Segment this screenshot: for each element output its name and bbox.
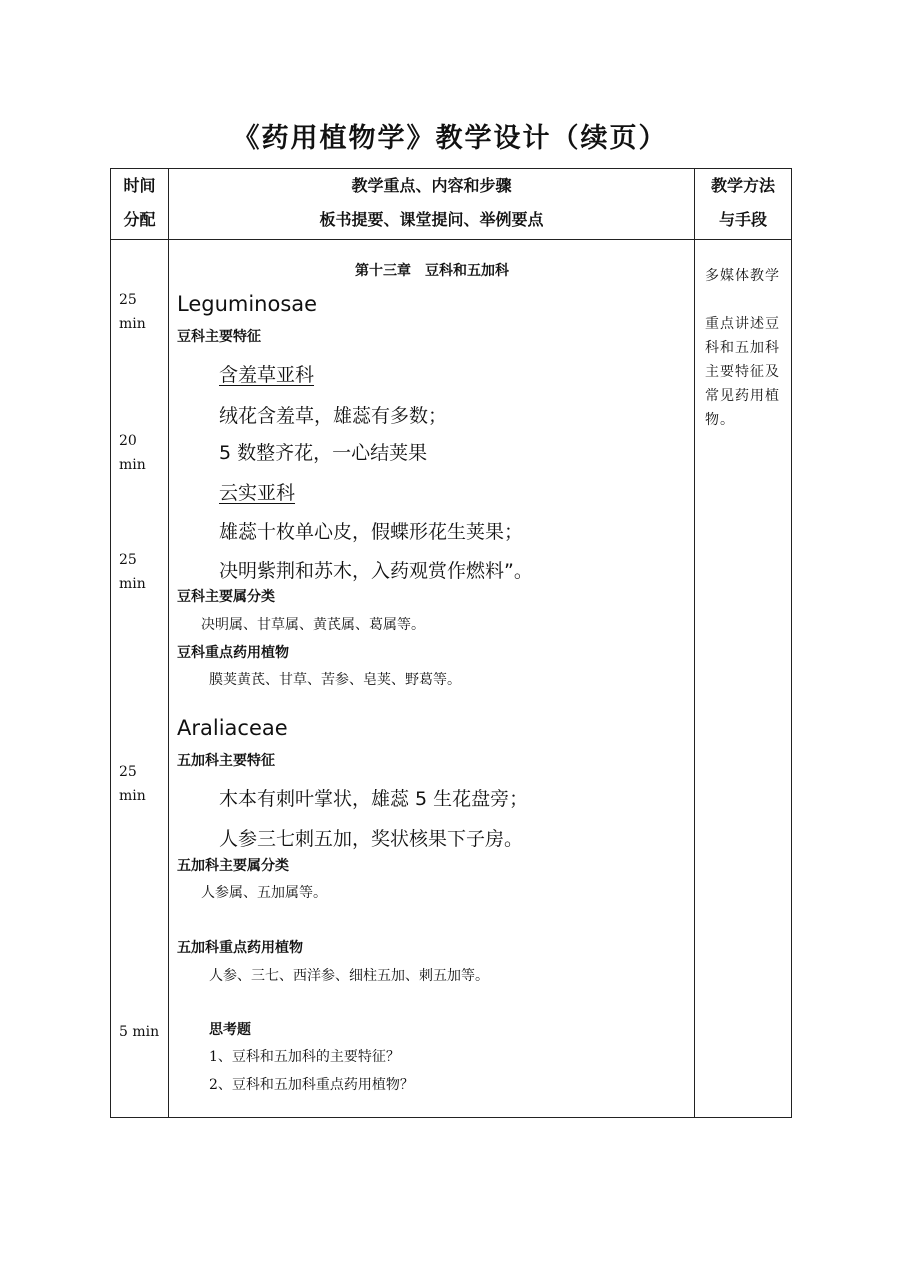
method-multimedia: 多媒体教学 [705,268,780,284]
time-20 [119,429,146,477]
time-value: 25 [119,764,137,780]
leguminosae-features-heading: 豆科主要特征 [177,329,261,345]
method-column [695,240,792,1118]
teaching-plan-table [110,168,792,1118]
leguminosae-verse-4: 决明紫荆和苏木，入药观赏作燃料”。 [219,560,533,582]
leguminosae-plants-heading: 豆科重点药用植物 [177,645,289,661]
mimosoideae-subfamily: 含羞草亚科 [219,364,315,386]
araliaceae-verse-2: 人参三七刺五加，奖状核果下子房。 [219,828,524,850]
chapter-title: 第十三章 豆科和五加科 [355,263,509,279]
time-25-c [119,760,146,808]
time-5: 5 min [119,1024,160,1040]
time-unit: min [119,457,146,473]
araliaceae-features-heading: 五加科主要特征 [177,753,275,769]
time-unit: min [119,576,146,592]
table-header-row [111,169,792,240]
leguminosae-genera-heading: 豆科主要属分类 [177,589,275,605]
question-1: 1、豆科和五加科的主要特征？ [209,1049,400,1065]
leguminosae-latin: Leguminosae [177,292,318,316]
araliaceae-plants: 人参、三七、西洋参、细柱五加、刺五加等。 [209,968,489,984]
time-unit: min [119,788,146,804]
time-25-a [119,288,146,336]
araliaceae-latin: Araliaceae [177,716,288,740]
page-title: 《药用植物学》教学设计（续页） [232,123,668,154]
leguminosae-verse-1: 绒花含羞草，雄蕊有多数； [219,405,448,427]
header-method-line1: 教学方法 [710,176,775,195]
caesalpinioideae-subfamily: 云实亚科 [219,482,296,504]
leguminosae-verse-2: 5 数整齐花，一心结荚果 [219,442,428,464]
questions-heading: 思考题 [209,1022,251,1038]
header-content [169,169,695,240]
time-value: 25 [119,552,137,568]
header-method [695,169,792,240]
table-body-row [111,240,792,1118]
araliaceae-verse-1: 木本有刺叶掌状，雄蕊 5 生花盘旁； [219,788,529,810]
header-time [111,169,169,240]
header-time-line1: 时间 [123,176,156,195]
time-unit: min [119,316,146,332]
leguminosae-genera: 决明属、甘草属、黄芪属、葛属等。 [201,617,425,633]
araliaceae-genera-heading: 五加科主要属分类 [177,858,289,874]
leguminosae-verse-3: 雄蕊十枚单心皮，假蝶形花生荚果； [219,521,524,543]
leguminosae-plants: 膜荚黄芪、甘草、苦参、皂荚、野葛等。 [209,672,461,688]
header-method-line2: 与手段 [718,210,767,229]
time-value: 20 [119,433,137,449]
header-content-line2: 板书提要、课堂提问、举例要点 [319,210,544,229]
time-column [111,240,169,1118]
header-content-line1: 教学重点、内容和步骤 [351,176,512,195]
araliaceae-genera: 人参属、五加属等。 [201,885,327,901]
question-2: 2、豆科和五加科重点药用植物？ [209,1077,414,1093]
araliaceae-plants-heading: 五加科重点药用植物 [177,940,303,956]
time-value: 25 [119,292,137,308]
time-25-b [119,548,146,596]
content-column [169,240,695,1118]
method-focus: 重点讲述豆科和五加科主要特征及常见药用植物。 [705,316,780,428]
header-time-line2: 分配 [123,210,156,229]
